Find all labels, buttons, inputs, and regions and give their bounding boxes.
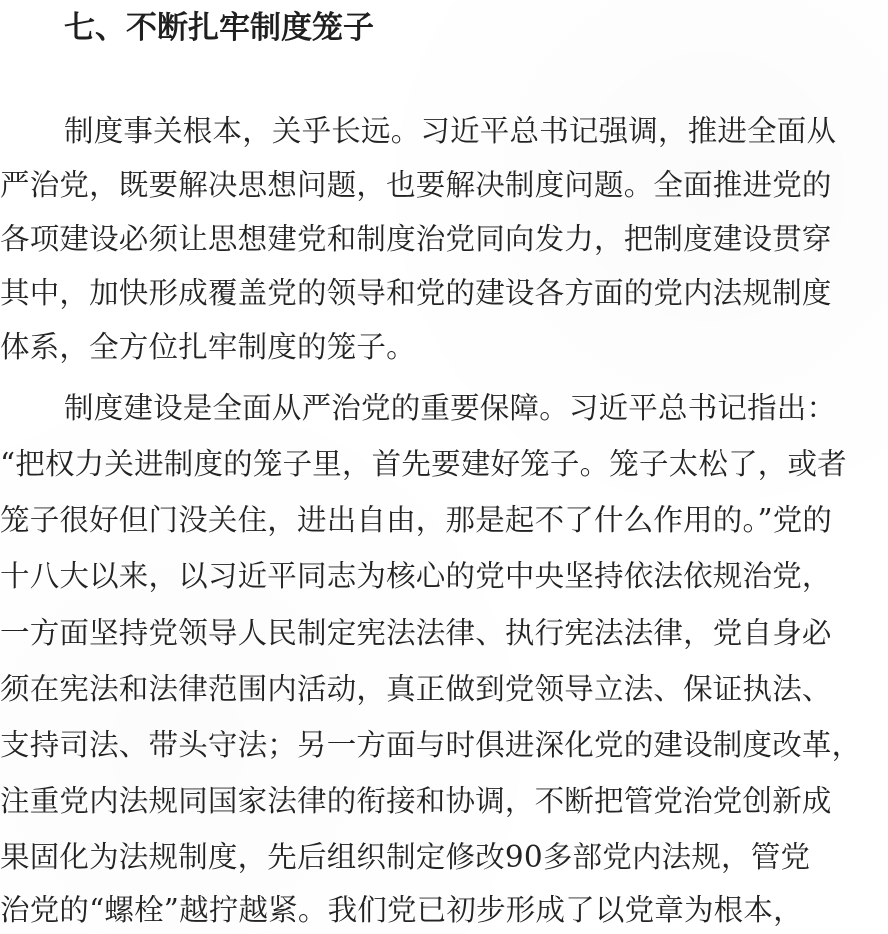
paragraph-line: 其中，加快形成覆盖党的领导和党的建设各方面的党内法规制度 [0,276,832,310]
paragraph-line: 十八大以来，以习近平同志为核心的党中央坚持依法依规治党， [0,559,832,593]
paragraph-line: “把权力关进制度的笼子里，首先要建好笼子。笼子太松了，或者 [0,447,847,481]
paragraph-line: 一方面坚持党领导人民制定宪法法律、执行宪法法律，党自身必 [0,616,832,650]
paragraph-line: 须在宪法和法律范围内活动，真正做到党领导立法、保证执法、 [0,672,832,706]
section-heading: 七、不断扎牢制度笼子 [64,10,374,46]
paragraph-line: 治党的“螺栓”越拧越紧。我们党已初步形成了以党章为根本， [0,893,803,927]
paragraph-line: 笼子很好但门没关住，进出自由，那是起不了什么作用的。”党的 [0,503,833,537]
paragraph-line: 体系，全方位扎牢制度的笼子。 [0,330,416,364]
paragraph-line: 注重党内法规同国家法律的衔接和协调，不断把管党治党创新成 [0,784,832,818]
paragraph-line: 果固化为法规制度，先后组织制定修改90多部党内法规，管党 [0,840,811,874]
paragraph-line: 支持司法、带头守法；另一方面与时俱进深化党的建设制度改革， [0,728,862,762]
paragraph-line: 严治党，既要解决思想问题，也要解决制度问题。全面推进党的 [0,168,832,202]
paragraph-line: 制度建设是全面从严治党的重要保障。习近平总书记指出： [64,391,837,425]
paragraph-line: 各项建设必须让思想建党和制度治党同向发力，把制度建设贯穿 [0,222,832,256]
paragraph-line: 制度事关根本，关乎长远。习近平总书记强调，推进全面从 [64,114,837,148]
